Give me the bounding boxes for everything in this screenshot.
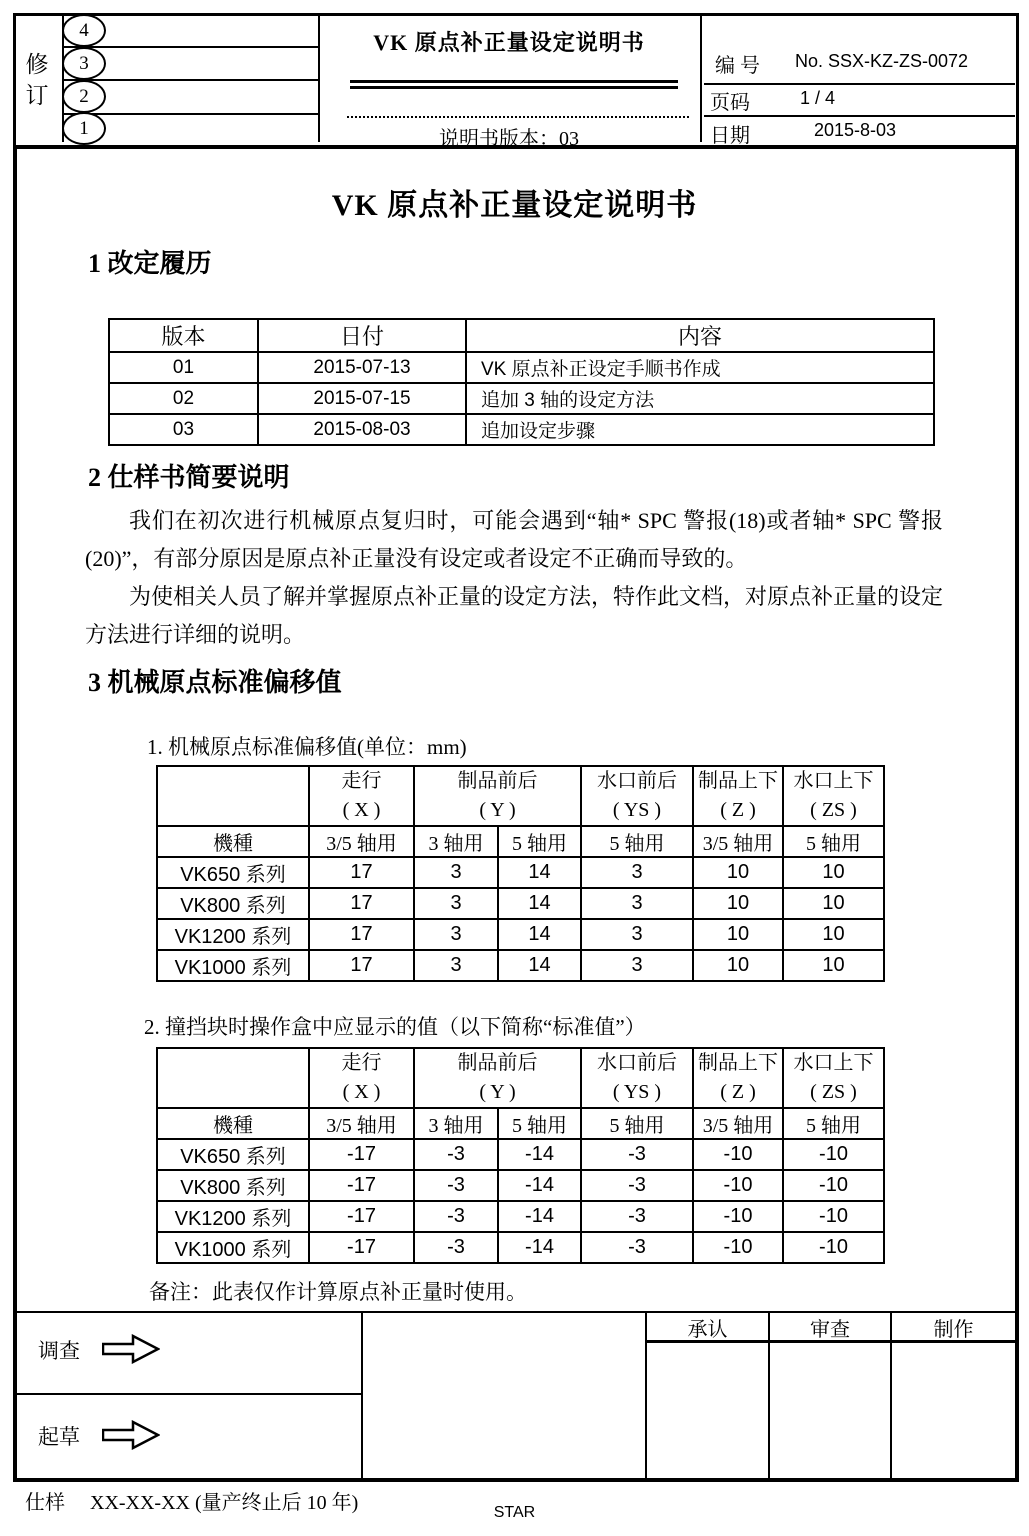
divider	[361, 1311, 363, 1478]
table-header-row	[109, 319, 934, 352]
section-2-heading: 2 仕样书简要说明	[88, 463, 290, 492]
value-cell: 14	[498, 857, 581, 888]
value-cell: -3	[581, 1139, 693, 1170]
group-axis: ( ZS )	[810, 1081, 857, 1103]
table-row	[109, 383, 934, 414]
divider	[64, 46, 318, 48]
blank-cell	[157, 766, 309, 826]
group-axis: ( Z )	[720, 799, 756, 821]
revision-mark-3	[62, 47, 106, 80]
value-cell: 10	[783, 857, 884, 888]
standard-value-table	[156, 1047, 885, 1264]
value-cell: 3	[581, 950, 693, 981]
usage-cell: 5 轴用	[783, 826, 884, 857]
usage-cell: 5 轴用	[498, 1108, 581, 1139]
col-group-sprue-fb	[581, 1048, 693, 1108]
cell-version: 02	[109, 383, 258, 414]
divider	[704, 115, 1015, 117]
divider	[15, 1393, 361, 1395]
page-number-label: 页码	[710, 92, 750, 114]
revision-history-table	[108, 318, 935, 446]
machine-header: 機種	[157, 826, 309, 857]
usage-cell: 3 轴用	[414, 826, 498, 857]
value-cell: 3	[414, 888, 498, 919]
table-row	[157, 1201, 884, 1232]
machine-header: 機種	[157, 1108, 309, 1139]
table-header-row	[157, 766, 884, 826]
page-number-value: 1 / 4	[800, 88, 836, 108]
table-row	[157, 1139, 884, 1170]
value-cell: 10	[783, 888, 884, 919]
col-group-product-ud	[693, 1048, 783, 1108]
col-group-product-fb	[414, 1048, 581, 1108]
group-axis: ( Y )	[479, 799, 516, 821]
group-name: 水口上下	[793, 770, 874, 792]
value-cell: 14	[498, 888, 581, 919]
col-group-product-ud	[693, 766, 783, 826]
cell-content: 追加 3 轴的设定方法	[466, 383, 934, 414]
value-cell: 10	[693, 888, 783, 919]
usage-cell: 3/5 轴用	[693, 1108, 783, 1139]
section-3-heading: 3 机械原点标准偏移值	[88, 668, 342, 697]
value-cell: -14	[498, 1170, 581, 1201]
value-cell: -17	[309, 1170, 414, 1201]
group-axis: ( ZS )	[810, 799, 857, 821]
group-axis: ( YS )	[612, 799, 662, 821]
doc-number-label: 编 号	[715, 55, 760, 77]
usage-cell: 5 轴用	[581, 1108, 693, 1139]
group-axis: ( X )	[342, 1081, 381, 1103]
doc-number-value: No. SSX-KZ-ZS-0072	[795, 51, 969, 71]
cell-date: 2015-08-03	[258, 414, 466, 445]
value-cell: 10	[783, 919, 884, 950]
value-cell: -10	[693, 1139, 783, 1170]
value-cell: -10	[783, 1232, 884, 1263]
col-group-product-fb	[414, 766, 581, 826]
model-cell: VK800 系列	[157, 1170, 309, 1201]
group-name: 水口上下	[793, 1052, 874, 1074]
col-group-sprue-ud	[783, 766, 884, 826]
model-cell: VK1200 系列	[157, 1201, 309, 1232]
table-row	[109, 352, 934, 383]
usage-cell: 5 轴用	[581, 826, 693, 857]
value-cell: 17	[309, 950, 414, 981]
value-cell: -10	[783, 1201, 884, 1232]
table-note: 备注：此表仅作计算原点补正量时使用。	[149, 1280, 527, 1304]
draft-label: 起草	[38, 1425, 80, 1449]
group-name: 制品上下	[698, 1052, 778, 1074]
brand-name: STAR	[493, 1504, 536, 1521]
table-subheader-row	[157, 1108, 884, 1139]
divider	[318, 16, 320, 142]
group-axis: ( X )	[342, 799, 381, 821]
item-2-label: 2. 撞挡块时操作盒中应显示的值（以下简称“标准值”）	[144, 1015, 646, 1039]
paragraph: 为使相关人员了解并掌握原点补正量的设定方法，特作此文档，对原点补正量的设定方法进行详细的说明。	[85, 584, 944, 647]
value-cell: 17	[309, 888, 414, 919]
model-cell: VK650 系列	[157, 857, 309, 888]
header-doc-title: VK 原点补正量设定说明书	[373, 30, 645, 55]
cell-content: VK 原点补正设定手顺书作成	[466, 352, 934, 383]
group-name: 水口前后	[597, 1052, 677, 1074]
value-cell: 3	[414, 919, 498, 950]
col-group-travel	[309, 766, 414, 826]
value-cell: 3	[414, 950, 498, 981]
value-cell: -3	[581, 1170, 693, 1201]
offset-table	[156, 765, 885, 982]
page-title: VK 原点补正量设定说明书	[331, 189, 698, 222]
value-cell: -17	[309, 1139, 414, 1170]
value-cell: -17	[309, 1201, 414, 1232]
paragraph: 我们在初次进行机械原点复归时，可能会遇到“轴* SPC 警报(18)或者轴* SPC 警报(20)”，有部分原因是原点补正量没有设定或者设定不正确而导致的。	[85, 508, 943, 571]
revision-number: 1	[79, 117, 89, 139]
value-cell: -10	[693, 1170, 783, 1201]
usage-cell: 3 轴用	[414, 1108, 498, 1139]
divider	[64, 113, 318, 115]
double-rule	[350, 80, 678, 89]
arrow-right-icon	[102, 1420, 160, 1450]
group-axis: ( Y )	[479, 1081, 516, 1103]
table-row	[109, 414, 934, 445]
value-cell: -10	[783, 1139, 884, 1170]
review-header: 审查	[810, 1319, 850, 1341]
header-cell-version: 版本	[109, 319, 258, 352]
survey-label: 调查	[38, 1339, 80, 1363]
value-cell: 14	[498, 919, 581, 950]
group-name: 水口前后	[597, 770, 677, 792]
value-cell: -3	[414, 1201, 498, 1232]
model-cell: VK1200 系列	[157, 919, 309, 950]
value-cell: 17	[309, 857, 414, 888]
model-cell: VK1000 系列	[157, 1232, 309, 1263]
group-name: 制品前后	[457, 770, 538, 792]
value-cell: 10	[693, 919, 783, 950]
value-cell: 17	[309, 919, 414, 950]
header-cell-date: 日付	[258, 319, 466, 352]
blank-cell	[157, 1048, 309, 1108]
revision-number: 4	[79, 19, 89, 41]
revision-label: 修订	[25, 52, 49, 108]
divider	[64, 79, 318, 81]
group-name: 制品前后	[457, 1052, 538, 1074]
value-cell: -3	[414, 1170, 498, 1201]
value-cell: 3	[581, 919, 693, 950]
group-axis: ( YS )	[612, 1081, 662, 1103]
model-cell: VK800 系列	[157, 888, 309, 919]
cell-date: 2015-07-15	[258, 383, 466, 414]
arrow-right-icon	[102, 1334, 160, 1364]
usage-cell: 5 轴用	[498, 826, 581, 857]
approval-header: 承认	[687, 1319, 728, 1341]
group-name: 制品上下	[698, 770, 778, 792]
value-cell: -3	[581, 1232, 693, 1263]
value-cell: -10	[783, 1170, 884, 1201]
table-row	[157, 857, 884, 888]
revision-mark-1	[62, 112, 106, 145]
model-cell: VK1000 系列	[157, 950, 309, 981]
group-name: 走行	[341, 770, 382, 792]
value-cell: 10	[693, 857, 783, 888]
usage-cell: 3/5 轴用	[693, 826, 783, 857]
revision-number: 2	[79, 85, 89, 107]
model-cell: VK650 系列	[157, 1139, 309, 1170]
usage-cell: 5 轴用	[783, 1108, 884, 1139]
value-cell: 14	[498, 950, 581, 981]
revision-number: 3	[79, 52, 89, 74]
value-cell: -14	[498, 1139, 581, 1170]
cell-content: 追加设定步骤	[466, 414, 934, 445]
revision-mark-2	[62, 80, 106, 113]
value-cell: -3	[581, 1201, 693, 1232]
value-cell: 3	[581, 857, 693, 888]
table-row	[157, 1170, 884, 1201]
group-name: 走行	[341, 1052, 382, 1074]
value-cell: -14	[498, 1201, 581, 1232]
manual-version: 说明书版本：03	[439, 128, 579, 150]
table-row	[157, 950, 884, 981]
value-cell: -3	[414, 1139, 498, 1170]
creation-header: 制作	[933, 1319, 974, 1341]
divider	[700, 16, 702, 142]
col-group-travel	[309, 1048, 414, 1108]
dotted-rule	[347, 116, 689, 118]
cell-version: 01	[109, 352, 258, 383]
revision-mark-4	[62, 14, 106, 47]
section-1-heading: 1 改定履历	[88, 249, 212, 278]
cell-version: 03	[109, 414, 258, 445]
date-value: 2015-8-03	[814, 120, 897, 140]
table-row	[157, 1232, 884, 1263]
table-row	[157, 919, 884, 950]
col-group-sprue-ud	[783, 1048, 884, 1108]
spec-retention-line: 仕样 XX-XX-XX (量产终止后 10 年)	[25, 1492, 359, 1514]
value-cell: -14	[498, 1232, 581, 1263]
table-header-row	[157, 1048, 884, 1108]
value-cell: 10	[783, 950, 884, 981]
group-axis: ( Z )	[720, 1081, 756, 1103]
value-cell: -10	[693, 1201, 783, 1232]
cell-date: 2015-07-13	[258, 352, 466, 383]
value-cell: 3	[581, 888, 693, 919]
value-cell: -3	[414, 1232, 498, 1263]
col-group-sprue-fb	[581, 766, 693, 826]
date-label: 日期	[710, 125, 750, 147]
header-cell-content: 内容	[466, 319, 934, 352]
divider	[704, 83, 1015, 85]
item-1-label: 1. 机械原点标准偏移值(单位：mm)	[147, 735, 467, 759]
usage-cell: 3/5 轴用	[309, 1108, 414, 1139]
summary-paragraphs	[85, 502, 943, 654]
table-row	[157, 888, 884, 919]
value-cell: -17	[309, 1232, 414, 1263]
usage-cell: 3/5 轴用	[309, 826, 414, 857]
table-subheader-row	[157, 826, 884, 857]
value-cell: -10	[693, 1232, 783, 1263]
value-cell: 3	[414, 857, 498, 888]
value-cell: 10	[693, 950, 783, 981]
